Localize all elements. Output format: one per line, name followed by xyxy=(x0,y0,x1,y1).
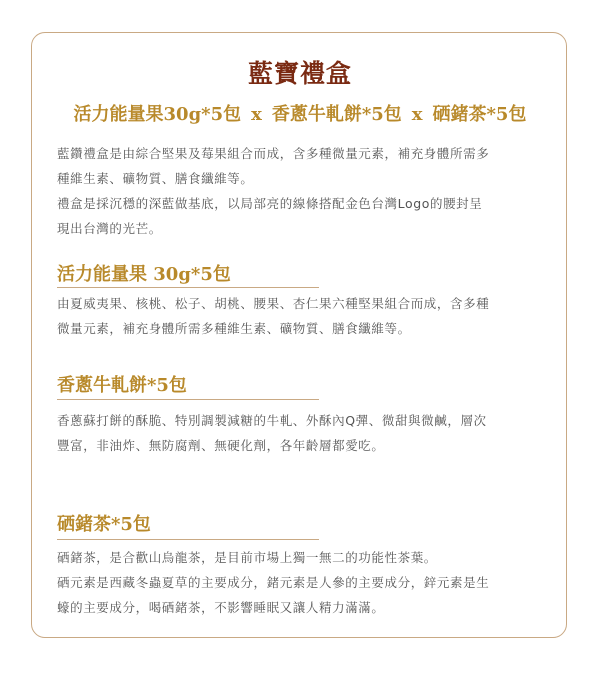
subtitle-item-energy-nuts: 活力能量果30g*5包 xyxy=(73,104,242,125)
section-divider xyxy=(57,287,319,288)
subtitle-separator: x xyxy=(251,104,262,125)
intro-line: 藍鑽禮盒是由綜合堅果及莓果組合而成，含多種微量元素，補充身體所需多 xyxy=(57,146,490,161)
section-divider xyxy=(57,399,319,400)
section-heading-selenium-tea: 硒鍺茶*5包 xyxy=(57,514,151,535)
section-line: 香蔥蘇打餅的酥脆、特別調製減糖的牛軋、外酥內Q彈、微甜與微鹹，層次 xyxy=(57,413,487,428)
intro-paragraph xyxy=(57,141,557,241)
intro-line: 種維生素、礦物質、膳食纖維等。 xyxy=(57,171,254,186)
section-heading-energy-nuts: 活力能量果 30g*5包 xyxy=(57,264,231,285)
subtitle-item-nougat-biscuit: 香蔥牛軋餅*5包 xyxy=(271,104,402,125)
subtitle xyxy=(0,100,600,126)
subtitle-separator: x xyxy=(411,104,423,125)
intro-line: 禮盒是採沉穩的深藍做基底，以局部亮的線條搭配金色台灣Logo的腰封呈 xyxy=(57,196,483,211)
section-line: 硒鍺茶，是合歡山烏龍茶，是目前市場上獨一無二的功能性茶葉。 xyxy=(57,550,437,565)
section-body-selenium-tea xyxy=(57,545,557,620)
page-title: 藍寶禮盒 xyxy=(247,59,352,88)
subtitle-item-selenium-tea: 硒鍺茶*5包 xyxy=(432,104,527,125)
section-divider xyxy=(57,539,319,540)
section-line: 豐富，非油炸、無防腐劑、無硬化劑，各年齡層都愛吃。 xyxy=(57,438,385,453)
intro-line: 現出台灣的光芒。 xyxy=(57,221,162,236)
section-line: 蠔的主要成分，喝硒鍺茶，不影響睡眠又讓人精力滿滿。 xyxy=(57,600,385,615)
section-line: 硒元素是西藏冬蟲夏草的主要成分，鍺元素是人參的主要成分，鋅元素是生 xyxy=(57,575,490,590)
section-line: 由夏威夷果、核桃、松子、胡桃、腰果、杏仁果六種堅果組合而成，含多種 xyxy=(57,296,490,311)
section-body-nougat-biscuit xyxy=(57,408,557,458)
section-heading-nougat-biscuit: 香蔥牛軋餅*5包 xyxy=(57,375,187,396)
section-line: 微量元素，補充身體所需多種維生素、礦物質、膳食纖維等。 xyxy=(57,321,411,336)
section-body-energy-nuts xyxy=(57,291,557,341)
